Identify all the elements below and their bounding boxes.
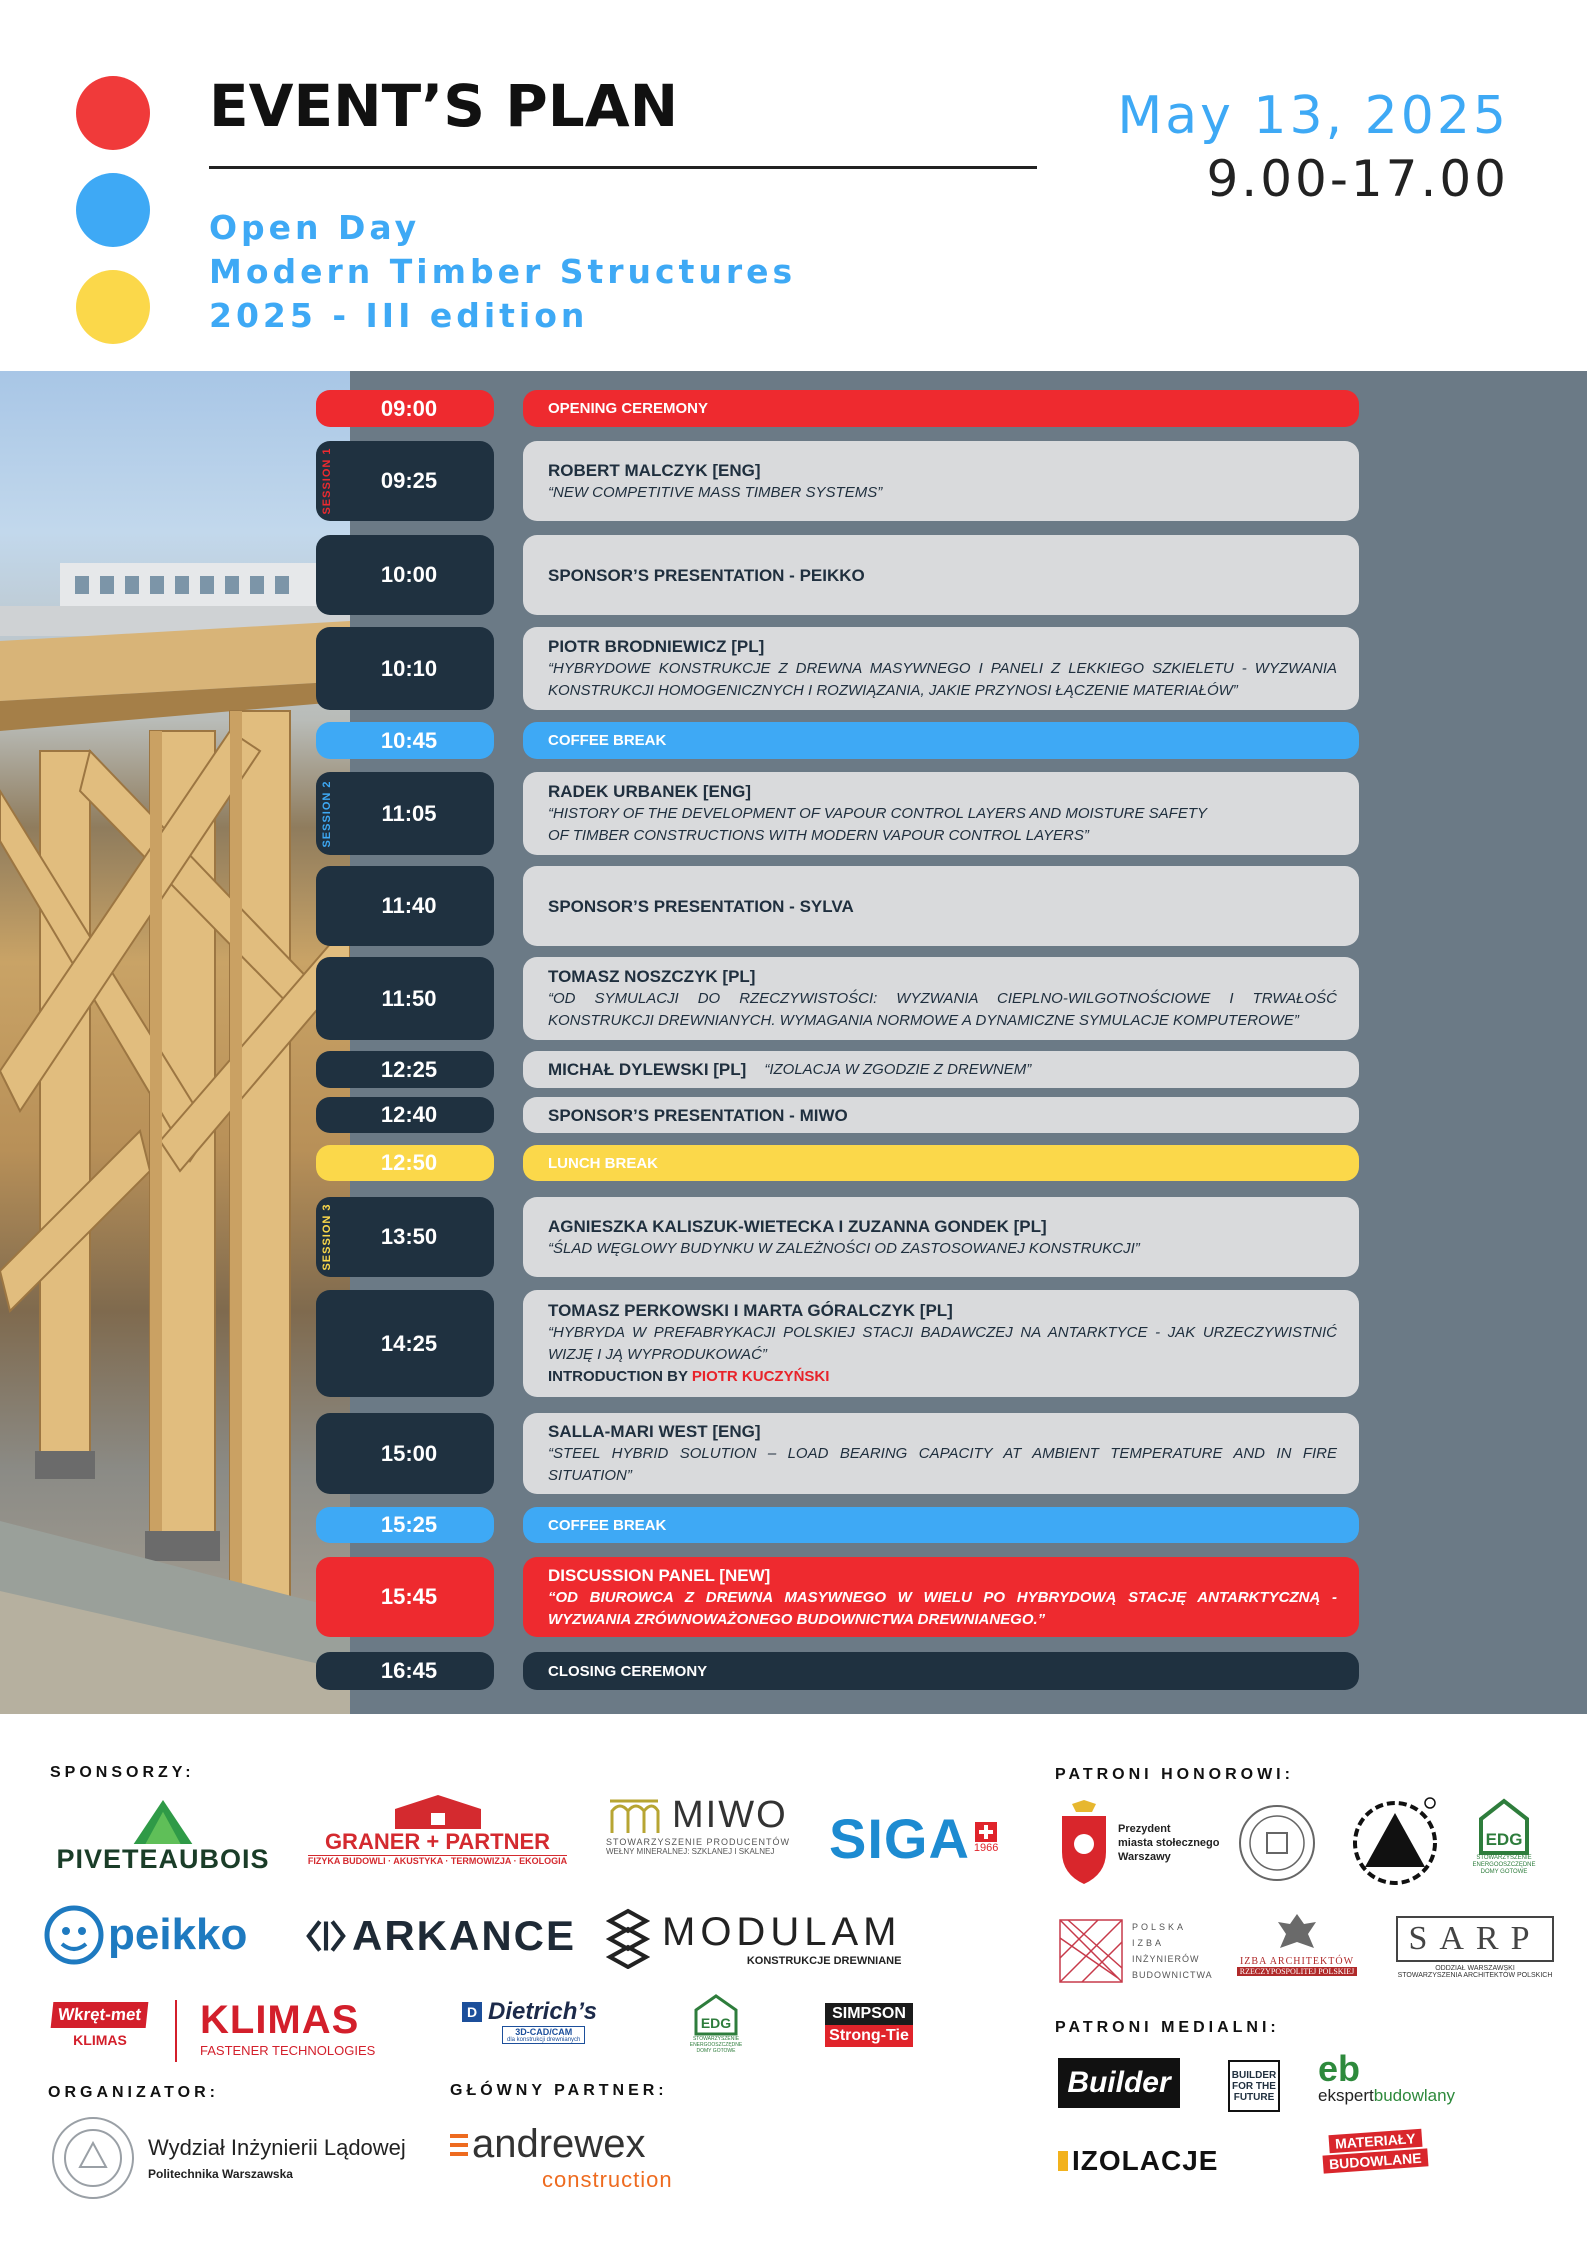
piveteau-bois-logo[interactable] <box>48 1800 278 1875</box>
warszawa-line-3: Warszawy <box>1118 1850 1171 1863</box>
andrewex-sub: construction <box>542 2167 673 2192</box>
subtitle-line-1: Open Day <box>209 208 421 247</box>
schedule-item-title: LUNCH BREAK <box>548 1154 658 1172</box>
talk-title: “ŚLAD WĘGLOWY BUDYNKU W ZALEŻNOŚCI OD ZASTOSOWANEJ KONSTRUKCJI” <box>548 1239 1140 1257</box>
speaker-name: ROBERT MALCZYK [ENG] <box>548 460 761 480</box>
time-slot: 10:10 <box>316 627 494 710</box>
peikko-logo[interactable] <box>44 1902 279 1967</box>
time-slot: 14:25 <box>316 1290 494 1397</box>
talk-title: “STEEL HYBRID SOLUTION – LOAD BEARING CAPACITY AT AMBIENT TEMPERATURE AND IN FIRE SITUATION” <box>548 1445 1337 1484</box>
speaker-name: RADEK URBANEK [ENG] <box>548 782 752 801</box>
simpson-text: SIMPSON <box>825 2003 913 2025</box>
blue-dot <box>76 173 150 247</box>
builder-logo[interactable] <box>1058 2058 1180 2108</box>
klimas-tagline: FASTENER TECHNOLOGIES <box>200 2043 376 2058</box>
time-slot: 11:50 <box>316 957 494 1040</box>
klimas-logo[interactable] <box>200 1998 400 2063</box>
talk-title: “HYBRYDA W PREFABRYKACJI POLSKIEJ STACJI BADAWCZEJ NA ANTARKTYCE - JAK URZECZYWISTNIĆ WIZJĘ I JĄ WYPRODUKOWAĆ” <box>548 1324 1337 1363</box>
talk-title: “OD BIUROWCA Z DREWNA MASYWNEGO W WIELU PO HYBRYDOWĄ STACJĘ ANTARKTYCZNĄ - WYZWANIA ZRÓWNOWAŻONEGO BUDOWNICTWA DREWNIANEGO.” <box>548 1588 1337 1628</box>
klimas-text: KLIMAS <box>200 1998 360 2042</box>
time-slot: 15:00 <box>316 1413 494 1494</box>
title-divider <box>209 166 1037 169</box>
tree-icon <box>133 1800 193 1844</box>
talk-title: “HYBRYDOWE KONSTRUKCJE Z DREWNA MASYWNEGO I PANELI Z LEKKIEGO SZKIELETU - WYZWANIA KONSTRUKCJI HOMOGENICZNYCH I ROZWIĄZANIA, JAKIE PRZYNOSI ŁĄCZENIE MATERIAŁÓW” <box>548 660 1337 699</box>
andrewex-stripes-icon <box>450 2132 470 2158</box>
miwo-tagline-2: WEŁNY MINERALNEJ: SZKLANEJ I SKALNEJ <box>606 1847 775 1856</box>
speaker-name: DISCUSSION PANEL [NEW] <box>548 1565 771 1585</box>
honorary-patrons-label: PATRONI HONOROWI: <box>1055 1766 1294 1783</box>
pw-seal-logo[interactable] <box>1237 1800 1317 1885</box>
dietrichs-d-icon: D <box>462 2002 482 2022</box>
iarp-line-1: IZBA ARCHITEKTÓW <box>1239 1956 1355 1967</box>
andrewex-logo[interactable] <box>450 2122 700 2192</box>
subtitle-line-2: Modern Timber Structures <box>209 252 797 291</box>
time-slot: 11:40 <box>316 866 494 946</box>
schedule-item-title: CLOSING CEREMONY <box>548 1662 708 1680</box>
schedule-item <box>523 1557 1359 1637</box>
speaker-name: PIOTR BRODNIEWICZ [PL] <box>548 637 765 656</box>
sarp-tagline-1: ODDZIAŁ WARSZAWSKI <box>1435 1965 1515 1972</box>
red-dot <box>76 76 150 150</box>
triangle-emblem-logo[interactable] <box>1350 1795 1440 1885</box>
talk-title: “IZOLACJA W ZGODZIE Z DREWNEM” <box>764 1060 1032 1078</box>
piib-logo[interactable] <box>1058 1913 1218 1988</box>
schedule-item-title: COFFEE BREAK <box>548 1516 667 1534</box>
schedule-item <box>523 1197 1359 1277</box>
schedule-item <box>523 1652 1359 1690</box>
peikko-text: peikko <box>108 1909 248 1959</box>
siga-year: 1966 <box>973 1842 999 1854</box>
pw-seal-icon <box>1237 1803 1317 1883</box>
media-patrons-label: PATRONI MEDIALNI: <box>1055 2019 1280 2036</box>
main-partner-label: GŁÓWNY PARTNER: <box>450 2082 668 2099</box>
speaker-name: TOMASZ PERKOWSKI I MARTA GÓRALCZYK [PL] <box>548 1301 953 1320</box>
yellow-dot <box>76 270 150 344</box>
schedule-item <box>523 1290 1359 1397</box>
session-label: SESSION 2 <box>321 779 333 848</box>
simpson-strong-tie-logo[interactable] <box>825 2003 913 2057</box>
schedule-item <box>523 441 1359 521</box>
session-marker <box>316 441 338 521</box>
dietrichs-tagline: 3D-CAD/CAM <box>515 2027 573 2037</box>
schedule-item <box>523 627 1359 710</box>
time-slot: 12:40 <box>316 1097 494 1133</box>
timber-structure-photo <box>0 371 350 1714</box>
schedule-item <box>523 722 1359 759</box>
miwo-tagline-1: STOWARZYSZENIE PRODUCENTÓW <box>606 1837 791 1847</box>
wkret-met-text: Wkręt-met <box>51 2002 149 2028</box>
speaker-name: SPONSOR’S PRESENTATION - SYLVA <box>548 896 854 916</box>
izolacje-bar-icon <box>1058 2151 1068 2171</box>
speaker-name: SPONSOR’S PRESENTATION - MIWO <box>548 1105 848 1125</box>
time-slot: 12:25 <box>316 1051 494 1088</box>
subtitle-line-3: 2025 - III edition <box>209 296 589 335</box>
modulam-tagline: KONSTRUKCJE DREWNIANE <box>746 1954 902 1967</box>
dietrichs-text: Dietrich’s <box>488 1998 597 2025</box>
session-marker <box>316 772 338 855</box>
organizer-sub: Politechnika Warszawska <box>148 2167 293 2181</box>
builder-for-the-future-logo[interactable] <box>1228 2060 1280 2112</box>
iarp-logo[interactable] <box>1222 1910 1372 1990</box>
event-date: May 13, 2025 <box>1117 86 1509 146</box>
schedule-item <box>523 1051 1359 1088</box>
warsaw-crest-icon <box>1058 1800 1110 1885</box>
materialy-budowlane-logo[interactable] <box>1320 2132 1430 2190</box>
izolacje-logo[interactable] <box>1058 2144 1258 2178</box>
eb-name-part-2: budowlany <box>1373 2086 1456 2105</box>
graner-partner-logo[interactable] <box>305 1795 570 1875</box>
edg-sponsor-tagline: STOWARZYSZENIE ENERGOOSZCZĘDNE DOMY GOTOWE <box>689 2036 743 2054</box>
schedule-item <box>523 1145 1359 1181</box>
arkance-logo[interactable] <box>306 1908 576 1963</box>
speaker-name: SPONSOR’S PRESENTATION - PEIKKO <box>548 565 865 585</box>
materialy-line-1: MATERIAŁY <box>1328 2129 1422 2153</box>
graner-partner-tagline: FIZYKA BUDOWLI · AKUSTYKA · TERMOWIZJA · EKOLOGIA <box>307 1856 568 1866</box>
edg-sponsor-logo[interactable] <box>688 1992 744 2067</box>
sponsors-label: SPONSORZY: <box>50 1764 195 1781</box>
university-seal-icon <box>50 2115 136 2201</box>
time-slot: 15:25 <box>316 1507 494 1543</box>
warszawa-president-logo[interactable] <box>1058 1800 1228 1885</box>
bftf-line-2: FOR THE <box>1232 2080 1276 2092</box>
edg-patron-house-icon <box>1475 1797 1533 1855</box>
andrewex-text: andrewex <box>472 2122 646 2166</box>
speaker-name: MICHAŁ DYLEWSKI [PL] <box>548 1060 747 1079</box>
graner-partner-name: GRANER + PARTNER <box>324 1829 551 1854</box>
time-slot: 13:50 <box>316 1197 494 1277</box>
eb-name-part-1: ekspert <box>1318 2086 1374 2105</box>
strong-tie-text: Strong-Tie <box>825 2025 913 2047</box>
piib-line-4: BUDOWNICTWA <box>1132 1969 1213 1980</box>
time-slot: 09:00 <box>316 390 494 427</box>
schedule-item <box>523 866 1359 946</box>
speaker-name: AGNIESZKA KALISZUK-WIETECKA I ZUZANNA GONDEK [PL] <box>548 1216 1047 1236</box>
time-slot: 10:45 <box>316 722 494 759</box>
timber-stack-icon <box>606 1907 650 1969</box>
schedule-item-title: COFFEE BREAK <box>548 732 667 749</box>
gear-triangle-icon <box>1350 1795 1440 1885</box>
schedule-item <box>523 1097 1359 1133</box>
page-title: EVENT’S PLAN <box>209 72 679 140</box>
edg-patron-text: EDG <box>1485 1830 1523 1849</box>
piib-lines-icon <box>1058 1918 1124 1984</box>
speaker-name: TOMASZ NOSZCZYK [PL] <box>548 967 756 986</box>
talk-title-line: OF TIMBER CONSTRUCTIONS WITH MODERN VAPOUR CONTROL LAYERS” <box>548 827 1089 844</box>
house-roof-icon <box>383 1795 493 1829</box>
organizer-name: Wydział Inżynierii Lądowej <box>148 2135 406 2160</box>
materialy-line-2: BUDOWLANE <box>1322 2148 1428 2173</box>
schedule-item <box>523 535 1359 615</box>
builder-text: Builder <box>1067 2066 1171 2099</box>
sarp-text: SARP <box>1396 1916 1553 1962</box>
bftf-line-1: BUILDER <box>1231 2069 1277 2081</box>
speaker-name: SALLA-MARI WEST [ENG] <box>548 1422 761 1441</box>
siga-text: SIGA <box>829 1806 970 1870</box>
miwo-logo[interactable] <box>606 1793 806 1883</box>
sponsor-divider <box>175 2000 177 2062</box>
session-label: SESSION 1 <box>321 447 333 515</box>
schedule-item <box>523 957 1359 1040</box>
intro-prefix: INTRODUCTION BY <box>548 1368 692 1385</box>
ekspert-budowlany-logo[interactable] <box>1318 2048 1478 2110</box>
time-slot: 16:45 <box>316 1652 494 1690</box>
schedule-item <box>523 1413 1359 1494</box>
dietrichs-tagline-2: dla konstrukcji drewnianych <box>507 2037 581 2043</box>
piveteau-bois-text: PIVETEAUBOIS <box>56 1844 270 1874</box>
time-slot: 11:05 <box>316 772 494 855</box>
session-marker <box>316 1197 338 1277</box>
wave-icon <box>606 1793 662 1837</box>
modulam-text: MODULAM <box>662 1909 902 1954</box>
piib-line-1: POLSKA <box>1132 1921 1187 1932</box>
time-slot: 09:25 <box>316 441 494 521</box>
session-label: SESSION 3 <box>321 1203 333 1271</box>
modulam-logo[interactable] <box>606 1903 946 1973</box>
piib-line-2: IZBA <box>1132 1937 1165 1948</box>
sarp-logo[interactable] <box>1390 1916 1560 1986</box>
time-slot: 10:00 <box>316 535 494 615</box>
bftf-line-3: FUTURE <box>1233 2091 1275 2103</box>
talk-title: “OD SYMULACJI DO RZECZYWISTOŚCI: WYZWANIA CIEPLNO-WILGOTNOŚCIOWE I TRWAŁOŚĆ KONSTRUKCJI DREWNIANYCH. WYMAGANIA NORMOWE A DYNAMICZNE SYMULACJE KOMPUTEROWE” <box>548 990 1337 1029</box>
piib-line-3: INŻYNIERÓW <box>1132 1953 1200 1964</box>
izolacje-text: IZOLACJE <box>1072 2145 1219 2176</box>
iarp-line-2: RZECZYPOSPOLITEJ POLSKIEJ <box>1237 1967 1357 1976</box>
edg-patron-tagline: STOWARZYSZENIE ENERGOOSZCZĘDNE DOMY GOTOWE <box>1472 1855 1536 1875</box>
warszawa-line-1: Prezydent <box>1118 1822 1171 1835</box>
organizer-label: ORGANIZATOR: <box>48 2084 219 2101</box>
talk-title-line: “HISTORY OF THE DEVELOPMENT OF VAPOUR CONTROL LAYERS AND MOISTURE SAFETY <box>548 805 1208 822</box>
arkance-chevrons-icon <box>306 1911 346 1961</box>
schedule-item <box>523 390 1359 427</box>
edg-house-icon <box>692 1992 740 2036</box>
eb-text: eb <box>1318 2048 1361 2089</box>
schedule-item <box>523 772 1359 855</box>
edg-sponsor-text: EDG <box>700 2015 732 2031</box>
wkret-met-sub: KLIMAS <box>73 2032 127 2048</box>
time-slot: 15:45 <box>316 1557 494 1637</box>
arkance-text: ARKANCE <box>352 1911 576 1959</box>
wkret-met-logo[interactable] <box>50 2002 150 2060</box>
dietrichs-logo[interactable] <box>462 1998 627 2058</box>
intro-name: PIOTR KUCZYŃSKI <box>691 1368 830 1385</box>
organizer-logo[interactable] <box>50 2118 420 2198</box>
time-slot: 12:50 <box>316 1145 494 1181</box>
schedule-item-title: OPENING CEREMONY <box>548 400 709 417</box>
sarp-tagline-2: STOWARZYSZENIA ARCHITEKTÓW POLSKICH <box>1397 1972 1553 1979</box>
schedule-item <box>523 1507 1359 1543</box>
peikko-troll-icon <box>44 1904 104 1966</box>
talk-title: “NEW COMPETITIVE MASS TIMBER SYSTEMS” <box>548 483 883 501</box>
warszawa-line-2: miasta stołecznego <box>1118 1836 1220 1849</box>
eagle-emblem-icon <box>1274 1910 1320 1956</box>
miwo-text: MIWO <box>672 1793 788 1836</box>
introduction-line <box>548 1366 1337 1388</box>
siga-logo[interactable] <box>829 1808 1019 1868</box>
edg-patron-logo[interactable] <box>1468 1797 1540 1887</box>
event-hours: 9.00-17.00 <box>1206 150 1509 208</box>
swiss-cross-icon <box>975 1822 997 1842</box>
